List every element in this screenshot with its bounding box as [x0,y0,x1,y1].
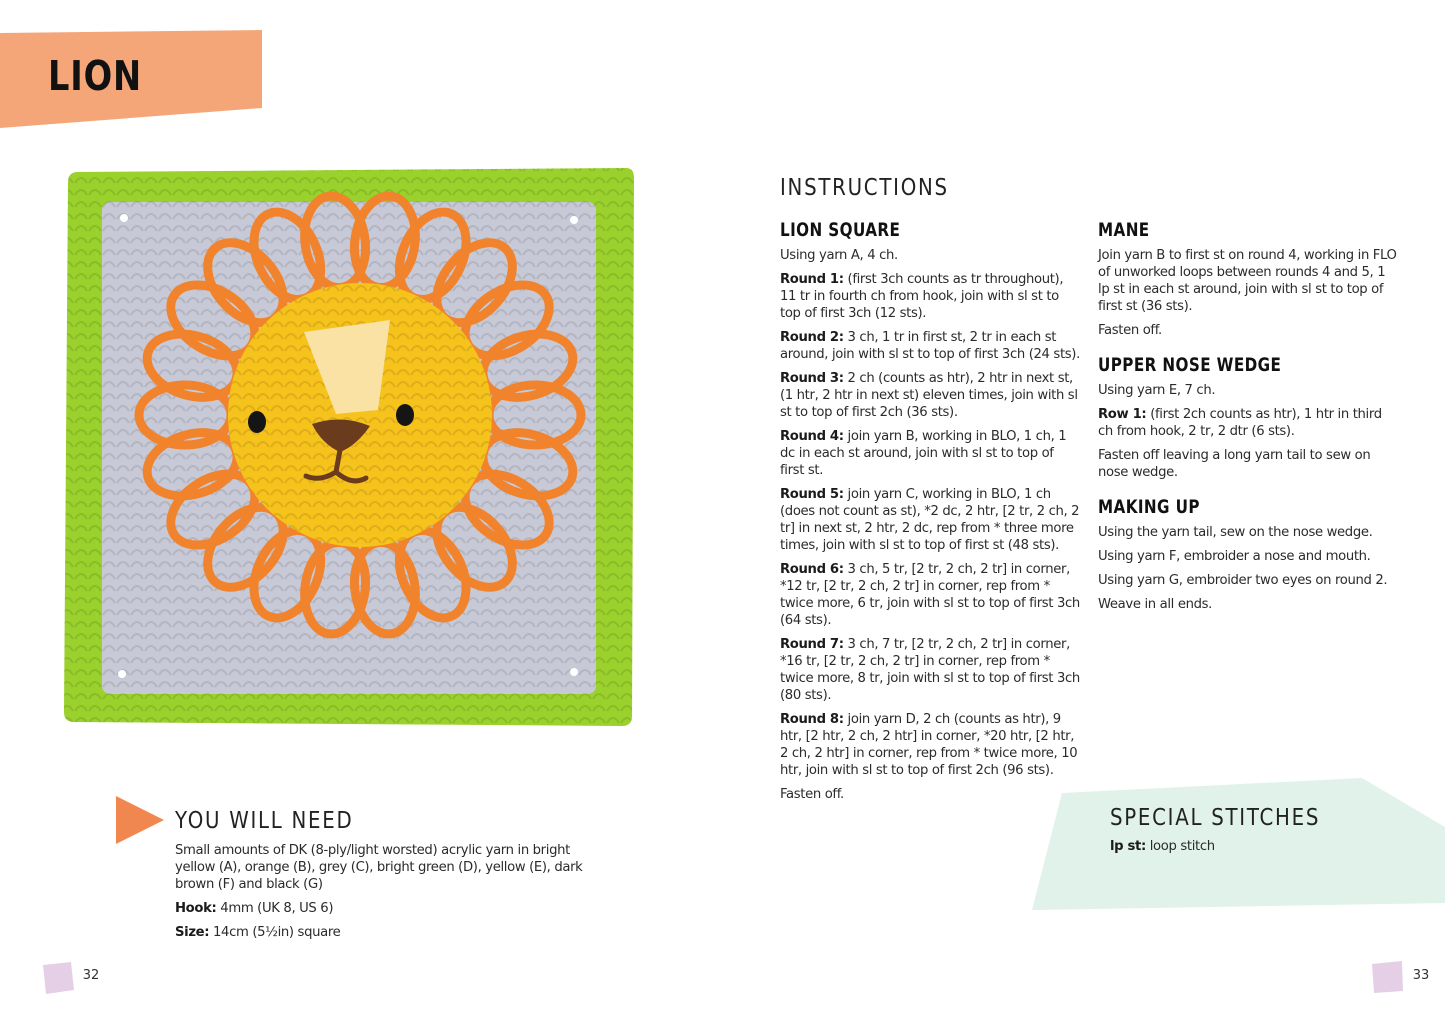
round-4 [780,428,1080,479]
round-3 [780,370,1080,421]
page-number-left [40,960,100,998]
nose-wedge-intro: Using yarn E, 7 ch. [1098,383,1216,398]
round-2 [780,329,1080,363]
size-line [175,924,595,941]
mane-heading: MANE [1098,219,1150,241]
lion-square-section [780,219,1080,810]
round-text: 3 ch, 5 tr, [2 tr, 2 ch, 2 tr] in corner, *12 tr, [2 tr, 2 ch, 2 tr] in corner, rep from * twice more, 6 tr, join with sl st to top of first 3ch (64 sts). [780,562,1080,628]
hook-value: 4mm (UK 8, US 6) [220,901,334,916]
round-label: Round 8: [780,712,844,727]
lion-square-intro: Using yarn A, 4 ch. [780,248,898,263]
mane-outro: Fasten off. [1098,323,1162,338]
making-up-line: Using yarn G, embroider two eyes on round 2. [1098,573,1388,588]
page-number-left-text: 32 [82,968,100,983]
making-up-line: Weave in all ends. [1098,597,1212,612]
lion-square-heading: LION SQUARE [780,219,901,241]
making-up-line: Using the yarn tail, sew on the nose wedge. [1098,525,1373,540]
round-text: (first 3ch counts as tr throughout), 11 tr in fourth ch from hook, join with sl st to top of first 3ch (12 sts). [780,272,1064,321]
instructions-heading: INSTRUCTIONS [780,175,949,201]
page-number-right-text: 33 [1412,968,1430,983]
round-5 [780,486,1080,554]
round-label: Round 1: [780,272,844,287]
size-value: 14cm (5½in) square [213,925,341,940]
round-text: join yarn D, 2 ch (counts as htr), 9 htr, [2 htr, 2 ch, 2 htr] in corner, *20 htr, [2 htr, 2 ch, 2 htr] in corner, rep from * twice more, 10 htr, join with sl st to top of first 2ch (96 sts). [780,712,1078,778]
nose-wedge-outro: Fasten off leaving a long yarn tail to sew on nose wedge. [1098,448,1371,480]
size-label: Size: [175,925,210,940]
page-title: LION [48,52,142,100]
nose-wedge-row [1098,406,1398,440]
round-text: 3 ch, 7 tr, [2 tr, 2 ch, 2 tr] in corner, *16 tr, [2 tr, 2 ch, 2 tr] in corner, rep from * twice more, 8 tr, join with sl st to top of first 3ch (80 sts). [780,637,1080,703]
special-stitches-text [1110,838,1410,862]
hook-line [175,900,595,917]
crochet-square-photo [60,160,640,730]
nose-wedge-row-label: Row 1: [1098,407,1147,422]
round-label: Round 7: [780,637,844,652]
hook-label: Hook: [175,901,217,916]
triangle-arrow-icon [116,796,164,844]
lion-face [228,283,492,547]
you-will-need-text [175,842,595,948]
round-7 [780,636,1080,704]
special-stitch-label: lp st: [1110,839,1146,854]
special-stitches-heading: SPECIAL STITCHES [1110,805,1321,831]
you-will-need-heading: YOU WILL NEED [175,808,354,834]
lion-square-outro: Fasten off. [780,787,844,802]
special-stitch-value: loop stitch [1149,839,1215,854]
round-text: 3 ch, 1 tr in first st, 2 tr in each st around, join with sl st to top of first 3ch (24 sts). [780,330,1080,362]
round-text: join yarn C, working in BLO, 1 ch (does not count as st), *2 dc, 2 htr, [2 tr, 2 ch, 2 tr] in next st, 2 htr, 2 dc, rep from * three more times, join with sl st to top of first st (48 sts). [780,487,1080,553]
rounds-list [780,271,1080,779]
upper-nose-wedge-heading: UPPER NOSE WEDGE [1098,354,1282,376]
right-column [1098,219,1398,620]
page-number-right [1370,960,1430,998]
round-label: Round 2: [780,330,844,345]
round-text: 2 ch (counts as htr), 2 htr in next st, (1 htr, 2 htr in next st) eleven times, join with sl st to top of first 2ch (36 sts). [780,371,1078,420]
page-number-badge-icon [40,960,74,994]
round-label: Round 5: [780,487,844,502]
round-label: Round 3: [780,371,844,386]
round-text: join yarn B, working in BLO, 1 ch, 1 dc in each st around, join with sl st to top of first st. [780,429,1067,478]
round-1 [780,271,1080,322]
left-eye [248,411,266,433]
yarn-text: Small amounts of DK (8-ply/light worsted) acrylic yarn in bright yellow (A), orange (B), grey (C), bright green (D), yellow (E), dark brown (F) and black (G) [175,843,583,892]
making-up-heading: MAKING UP [1098,496,1200,518]
round-6 [780,561,1080,629]
making-up-line: Using yarn F, embroider a nose and mouth. [1098,549,1371,564]
nose-wedge-row-text: (first 2ch counts as htr), 1 htr in third ch from hook, 2 tr, 2 dtr (6 sts). [1098,407,1382,439]
page-number-badge-icon [1370,960,1404,994]
round-8 [780,711,1080,779]
mane-text: Join yarn B to first st on round 4, working in FLO of unworked loops between rounds 4 and 5, 1 lp st in each st around, join with sl st to top of first st (36 sts). [1098,248,1397,314]
round-label: Round 4: [780,429,844,444]
round-label: Round 6: [780,562,844,577]
right-eye [396,404,414,426]
